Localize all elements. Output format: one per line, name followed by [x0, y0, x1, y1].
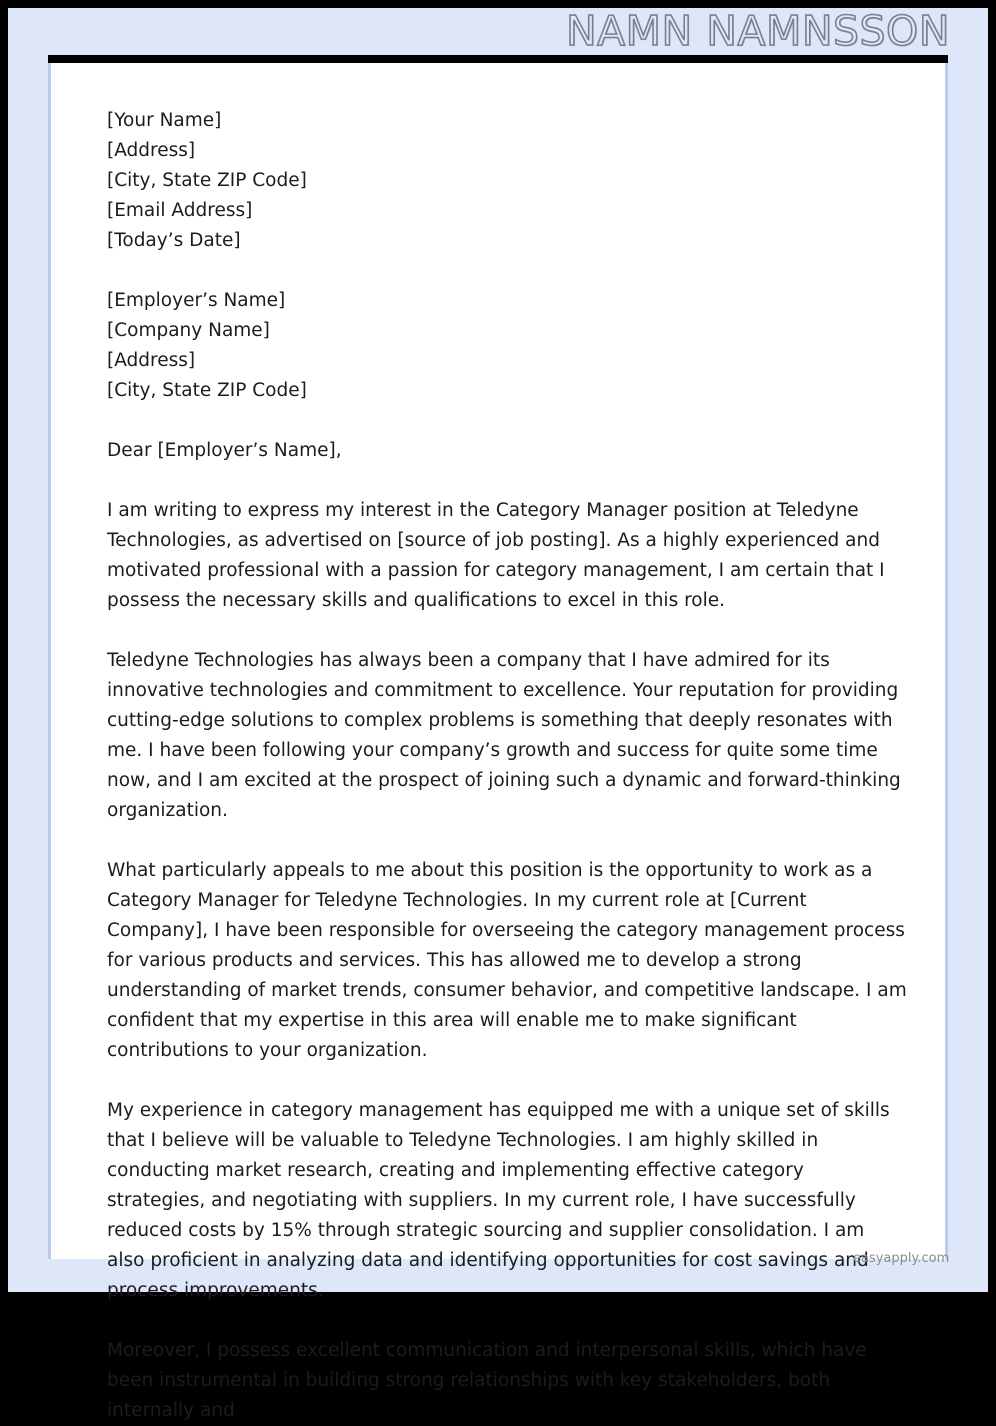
sender-line: [Email Address] [107, 200, 253, 221]
header-divider-rule [48, 55, 948, 63]
sender-address-block [107, 106, 907, 256]
page-canvas [8, 7, 988, 1421]
sender-line: [Today’s Date] [107, 230, 241, 251]
recipient-line: [Company Name] [107, 320, 270, 341]
sender-line: [Address] [107, 140, 196, 161]
recipient-address-block [107, 286, 907, 406]
recipient-line: [Address] [107, 350, 196, 371]
body-paragraph: Moreover, I possess excellent communication and interpersonal skills, which have been instrumental in building strong relationships with key stakeholders, both internally and [107, 1340, 867, 1421]
site-watermark: easyapply.com [853, 1251, 950, 1266]
header-name-banner [8, 8, 988, 55]
recipient-line: [City, State ZIP Code] [107, 380, 307, 401]
recipient-line: [Employer’s Name] [107, 290, 286, 311]
body-paragraph: Teledyne Technologies has always been a company that I have admired for its innovative technologies and commitment to excellence. Your reputation for providing cutting-edge solutions to complex problems is something that deeply resonates with me. I have been following your company’s growth and success for quite some time now, and I am excited at the prospect of joining such a dynamic and forward-thinking organization. [107, 650, 901, 821]
body-paragraph: I am writing to express my interest in the Category Manager position at Teledyne Technologies, as advertised on [source of job posting]. As a highly experienced and motivated professional with a passion for category management, I am certain that I possess the necessary skills and qualifications to excel in this role. [107, 500, 885, 611]
letter-content [107, 106, 907, 1426]
sender-line: [City, State ZIP Code] [107, 170, 307, 191]
body-paragraph: My experience in category management has equipped me with a unique set of skills that I believe will be valuable to Teledyne Technologies. I am highly skilled in conducting market research, creating and implementing effective category strategies, and negotiating with suppliers. In my current role, I have successfully reduced costs by 15% through strategic sourcing and supplier consolidation. I am also proficient in analyzing data and identifying opportunities for cost savings and process improvements. [107, 1100, 890, 1301]
applicant-name-heading: NAMN NAMNSSON [565, 7, 950, 55]
body-paragraph: What particularly appeals to me about this position is the opportunity to work as a Category Manager for Teledyne Technologies. In my current role at [Current Company], I have been responsible for overseeing the category management process for various products and services. This has allowed me to develop a strong understanding of market trends, consumer behavior, and competitive landscape. I am confident that my expertise in this area will enable me to make significant contributions to your organization. [107, 860, 907, 1061]
salutation-line: Dear [Employer’s Name], [107, 440, 342, 461]
sender-line: [Your Name] [107, 110, 222, 131]
